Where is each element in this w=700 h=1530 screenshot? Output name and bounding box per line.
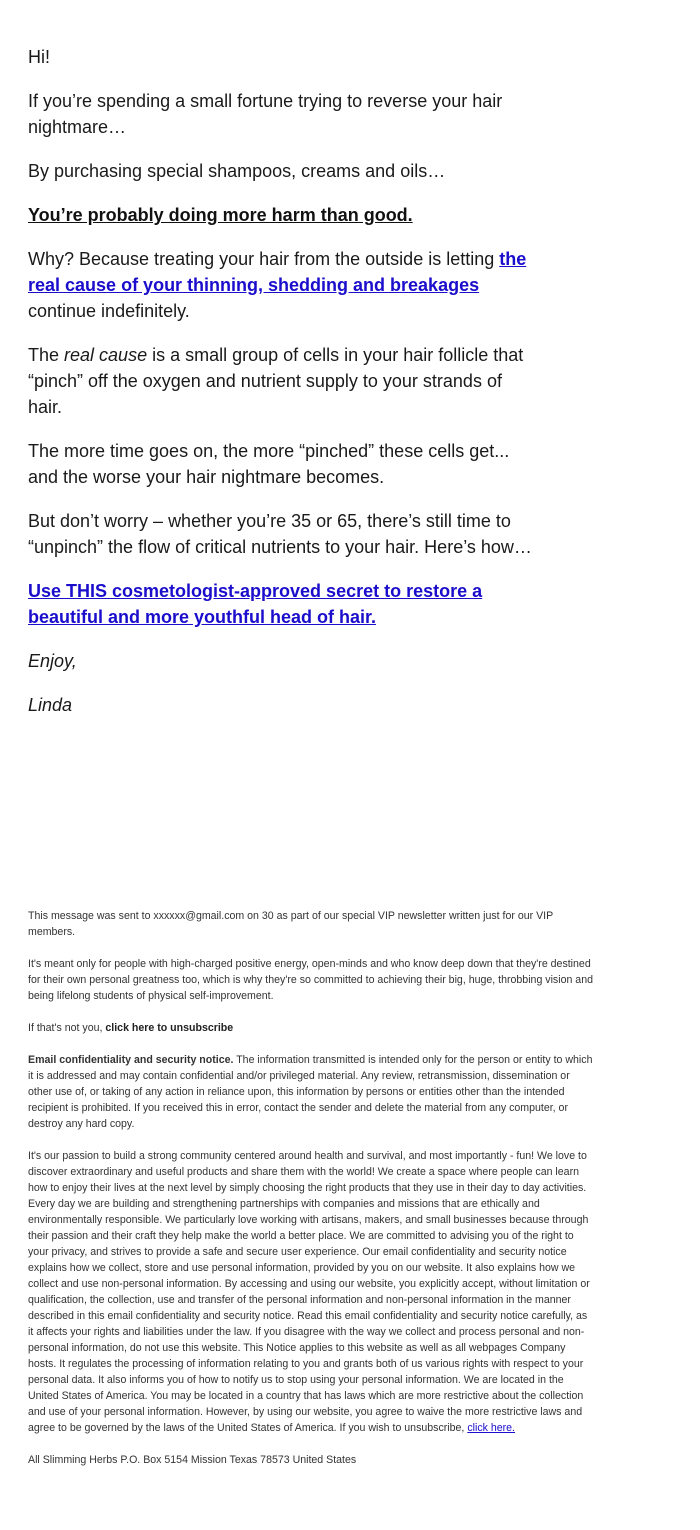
warning-paragraph xyxy=(28,202,538,228)
email-footer xyxy=(28,908,593,1484)
signoff: Enjoy, xyxy=(28,651,77,671)
products-paragraph: By purchasing special shampoos, creams and oils… xyxy=(28,161,446,181)
click-here-link[interactable]: click here. xyxy=(467,1422,515,1434)
cta-paragraph xyxy=(28,578,538,630)
why-text-start: Why? Because treating your hair from the outside is letting xyxy=(28,249,500,269)
postal-address: All Slimming Herbs P.O. Box 5154 Mission Texas 78573 United States xyxy=(28,1454,357,1466)
not-you-text: If that's not you, xyxy=(28,1022,106,1034)
dont-worry-paragraph: But don’t worry – whether you’re 35 or 65, there’s still time to “unpinch” the flow of critical nutrients to your hair. Here’s how… xyxy=(28,511,532,557)
warning-text: You’re probably doing more harm than good. xyxy=(28,205,413,225)
email-body xyxy=(28,44,538,736)
confidentiality-text: The information transmitted is intended only for the person or entity to which it is addressed and may contain confidential and/or privileged material. Any review, retransmission, dissemination or other use of, or taking of any action in reliance upon, this information by persons or entities other than the intended recipient is prohibited. If you received this in error, contact the sender and delete the material from any computer, or destroy any hard copy. xyxy=(28,1054,593,1130)
passion-text: It's our passion to build a strong community centered around health and survival, and most importantly - fun! We love to discover extraordinary and useful products and share them with the world! We create a space where people can learn how to enjoy their lives at the next level by simply choosing the right products that they use in their day to day activities. Every day we are building and strengthening partnerships with companies and missions that are ethically and environmentally responsible. We particularly love working with artisans, makers, and small businesses because through their passion and their craft they help make the world a better place. We are committed to advising you of the right to your privacy, and strives to provide a safe and secure user experience. Our email confidentiality and security notice explains how we collect, store and use personal information, provided by you on our website. It also explains how we collect and use non-personal information. By accessing and using our website, you explicitly accept, without limitation or qualification, the collection, use and transfer of the personal information and non-personal information in the manner described in this email confidentiality and security notice. Read this email confidentiality and security notice carefully, as it affects your rights and liabilities under the law. If you disagree with the way we collect and process personal and non-personal information, do not use this website. This Notice applies to this website as well as all webpages Company hosts. It regulates the processing of information relating to you and grants both of us various rights with respect to your personal data. It also informs you of how to notify us to stop using your personal information. We are located in the United States of America. You may be located in a country that has laws which are more restrictive about the collection and use of your personal information. However, by using our website, you agree to waive the more restrictive laws and agree to be governed by the laws of the United States of America. If you wish to unsubscribe, xyxy=(28,1150,590,1434)
confidentiality-heading: Email confidentiality and security notice. xyxy=(28,1054,234,1066)
pinched-line-1: The more time goes on, the more “pinched” these cells get... xyxy=(28,441,510,461)
intro-paragraph: If you’re spending a small fortune trying to reverse your hair nightmare… xyxy=(28,91,503,137)
sent-notice: This message was sent to xxxxxx@gmail.com on 30 as part of our special VIP newsletter written just for our VIP members. xyxy=(28,910,553,938)
real-cause-italic: real cause xyxy=(64,345,148,365)
confidentiality-notice xyxy=(28,1052,593,1132)
why-paragraph xyxy=(28,246,538,324)
pinched-paragraph xyxy=(28,438,538,490)
cta-link[interactable]: Use THIS cosmetologist-approved secret to restore a beautiful and more youthful head of hair. xyxy=(28,581,483,627)
real-cause-link[interactable]: the real cause of your thinning, shedding and breakages xyxy=(28,249,527,295)
real-cause-paragraph xyxy=(28,342,538,420)
meant-for-notice: It's meant only for people with high-charged positive energy, open-minds and who know deep down that they're destined for their own personal greatness too, which is why they're so committed to achieving their big, huge, throbbing vision and being lifelong students of physical self-improvement. xyxy=(28,958,593,1002)
pinched-line-2: and the worse your hair nightmare becomes. xyxy=(28,467,385,487)
signature: Linda xyxy=(28,695,73,715)
unsubscribe-link[interactable]: click here to unsubscribe xyxy=(105,1022,234,1034)
real-cause-end: is a small group of cells in your hair follicle that “pinch” off the oxygen and nutrient supply to your strands of hair. xyxy=(28,345,524,417)
greeting: Hi! xyxy=(28,47,50,67)
unsubscribe-line xyxy=(28,1020,593,1036)
passion-notice xyxy=(28,1148,593,1436)
real-cause-start: The xyxy=(28,345,65,365)
why-text-end: continue indefinitely. xyxy=(28,301,190,321)
